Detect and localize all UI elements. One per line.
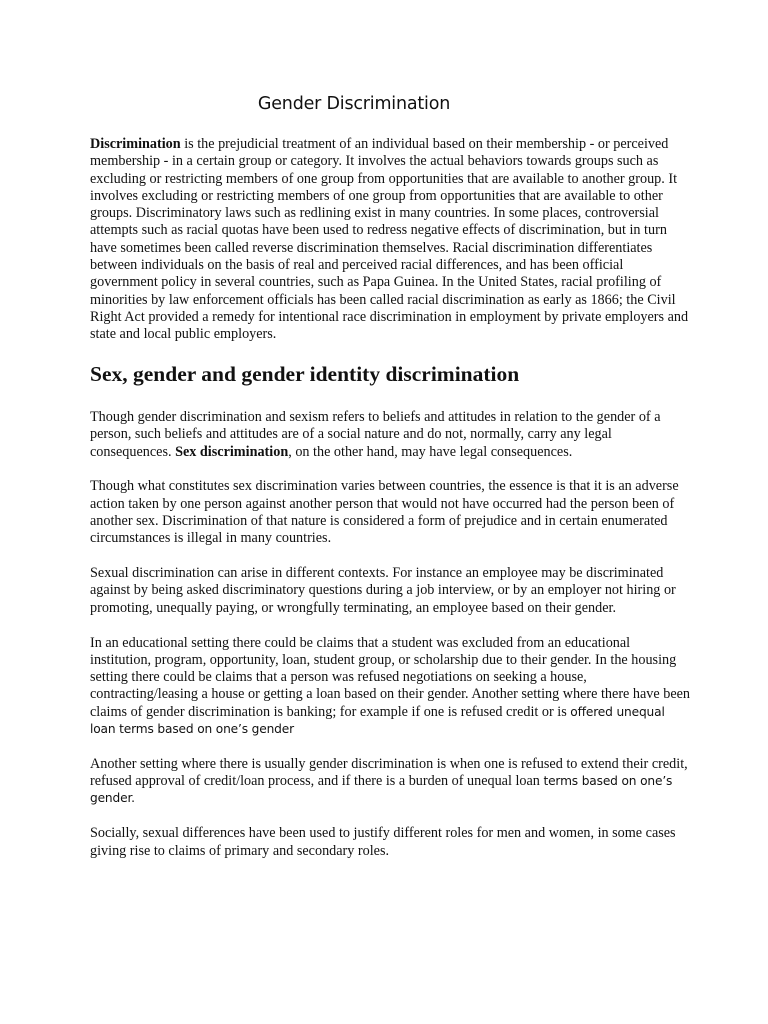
section-heading: Sex, gender and gender identity discrimination <box>90 362 520 387</box>
document-title: Gender Discrimination <box>257 94 451 114</box>
paragraph-2: Though what constitutes sex discrimination varies between countries, the essence is that it is an adverse action taken by one person against another person that would not have occurred had the person been of another sex. Discrimination of that nature is considered a form of prejudice and in certain enumerated circumstances is illegal in many countries. <box>90 478 679 547</box>
paragraph-1-bold-term: Sex discrimination <box>175 443 289 460</box>
intro-text: is the prejudicial treatment of an individual based on their membership - or perceived membership - in a certain group or category. It involves the actual behaviors towards groups such as excluding or restricting members of one group from opportunities that are available to another group. It involves excluding or restricting members of one group from opportunities that are available to other groups. Discriminatory laws such as redlining exist in many countries. In some places, controversial attempts such as racial quotas have been used to redress negative effects of discrimination, but in turn have sometimes been called reverse discrimination themselves. Racial discrimination differentiates between individuals on the basis of real and perceived racial differences, and has been official government policy in several countries, such as Papa Guinea. In the United States, racial profiling of minorities by law enforcement officials has been called racial discrimination as early as 1866; the Civil Right Act provided a remedy for intentional race discrimination in employment by private employers and state and local public employers. <box>90 136 689 343</box>
paragraph-1 <box>90 409 690 461</box>
paragraph-4-text: In an educational setting there could be claims that a student was excluded from an educational institution, program, opportunity, loan, student group, or scholarship due to their gender. In the housing setting there could be claims that a person was refused negotiations on seeking a house, contracting/leasing a house or getting a loan based on their gender. Another setting where there have been claims of gender discrimination is banking; for example if one is refused credit or is <box>90 634 691 720</box>
paragraph-5 <box>90 756 690 808</box>
paragraph-4-tail: offered unequal loan terms based on one’s gender <box>90 704 665 737</box>
paragraph-3: Sexual discrimination can arise in different contexts. For instance an employee may be discriminated against by being asked discriminatory questions during a job interview, or by an employer not hiring or promoting, unequally paying, or wrongfully terminating, an employee based on their gender. <box>90 565 676 616</box>
paragraph-5-text: Another setting where there is usually gender discrimination is when one is refused to extend their credit, refused approval of credit/loan process, and if there is a burden of unequal loan <box>90 755 688 790</box>
paragraph-5-tail: terms based on one’s gender. <box>90 774 673 806</box>
paragraph-1-after: , on the other hand, may have legal consequences. <box>288 443 573 460</box>
document-page <box>90 92 690 877</box>
paragraph-6: Socially, sexual differences have been used to justify different roles for men and women, in some cases giving rise to claims of primary and secondary roles. <box>90 825 676 859</box>
paragraph-4 <box>90 635 690 739</box>
intro-lead-term: Discrimination <box>90 136 181 152</box>
intro-paragraph <box>90 136 690 344</box>
paragraph-1-before: Though gender discrimination and sexism refers to beliefs and attitudes in relation to the gender of a person, such beliefs and attitudes are of a social nature and do not, normally, carry any legal consequences. <box>90 409 661 460</box>
